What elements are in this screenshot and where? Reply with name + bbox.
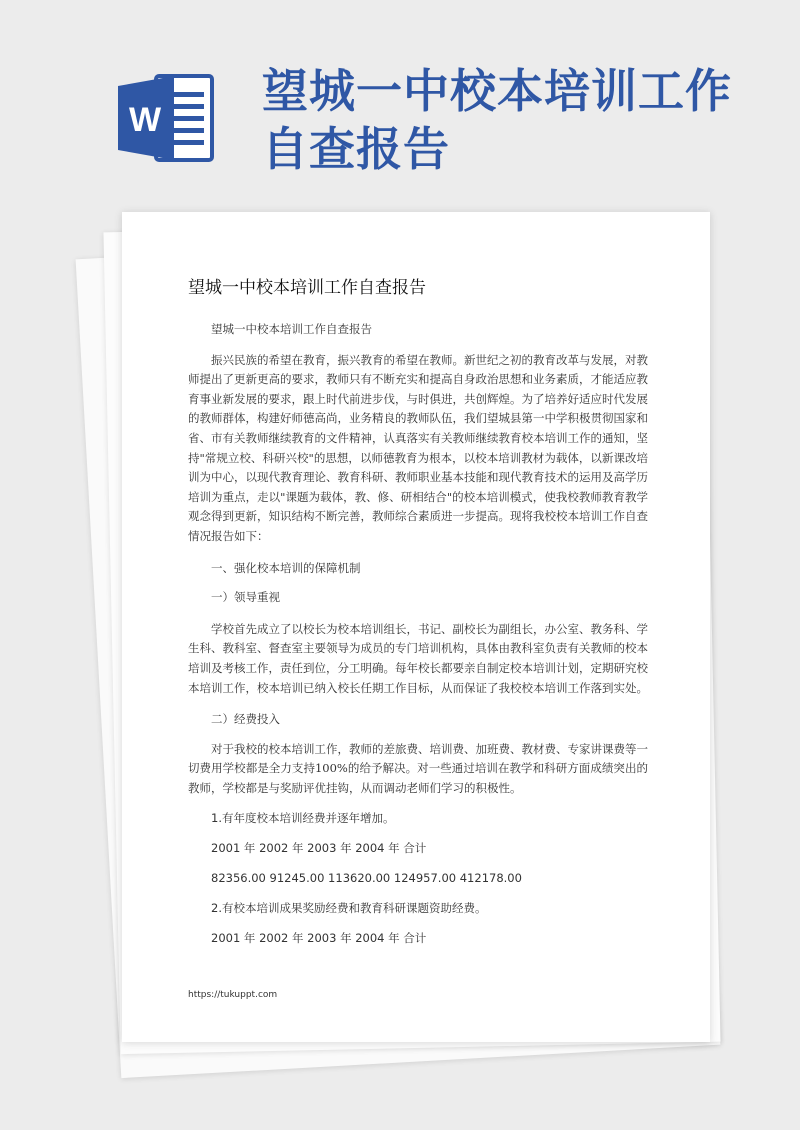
subsection-heading: 二）经费投入: [211, 712, 280, 727]
subsection-heading: 一）领导重视: [211, 590, 280, 605]
list-item: 2.有校本培训成果奖励经费和教育科研课题资助经费。: [211, 901, 487, 916]
years-header-row: 2001 年 2002 年 2003 年 2004 年 合计: [211, 931, 427, 946]
document-subtitle: 望城一中校本培训工作自查报告: [211, 322, 372, 336]
document-page: [122, 212, 710, 1042]
word-document-icon: [118, 72, 218, 164]
list-item: 1.有年度校本培训经费并逐年增加。: [211, 811, 395, 826]
funding-paragraph: 对于我校的校本培训工作，教师的差旅费、培训费、加班费、教材费、专家讲课费等一切费用学校都是全力支持100%的给予解决。对一些通过培训在教学和科研方面成绩突出的教师，学校都是与奖励评优挂钩，从而调动老师们学习的积极性。: [188, 741, 648, 795]
banner-title: 望城一中校本培训工作自查报告: [262, 64, 732, 176]
leadership-paragraph: 学校首先成立了以校长为校本培训组长，书记、副校长为副组长，办公室、教务科、学生科、教科室、督查室主要领导为成员的专门培训机构，具体由教科室负责有关教师的校本培训及考核工作，责任到位，分工明确。每年校长都要亲自制定校本培训计划，定期研究校本培训工作，校本培训已纳入校长任期工作目标，从而保证了我校校本培训工作落到实处。: [188, 621, 648, 695]
document-body: [188, 276, 648, 948]
word-icon-letter: W: [128, 101, 162, 139]
years-header-row: 2001 年 2002 年 2003 年 2004 年 合计: [211, 841, 427, 856]
document-title: 望城一中校本培训工作自查报告: [188, 278, 426, 298]
funding-amounts-row: 82356.00 91245.00 113620.00 124957.00 412178.00: [211, 871, 522, 886]
section-heading: 一、强化校本培训的保障机制: [211, 560, 361, 575]
intro-paragraph: 振兴民族的希望在教育，振兴教育的希望在教师。新世纪之初的教育改革与发展，对教师提出了更新更高的要求，教师只有不断充实和提高自身政治思想和业务素质，才能适应教育事业新发展的要求，跟上时代前进步伐，与时俱进，共创辉煌。为了培养好适应时代发展的教师群体，构建好师德高尚，业务精良的教师队伍，我们望城县第一中学积极贯彻国家和省、市有关教师继续教育的文件精神，认真落实有关教师继续教育校本培训工作的通知，坚持"常规立校、科研兴校"的思想，以师德教育为根本，以校本培训教材为载体，以新课改培训为中心，以现代教育理论、教育科研、教师职业基本技能和现代教育技术的运用及高学历培训为重点，走以"课题为载体，教、修、研相结合"的校本培训模式，使我校教师教育教学观念得到更新，知识结构不断完善，教师综合素质进一步提高。现将我校校本培训工作自查情况报告如下：: [188, 352, 648, 543]
footer-url: https://tukuppt.com: [188, 990, 278, 1000]
